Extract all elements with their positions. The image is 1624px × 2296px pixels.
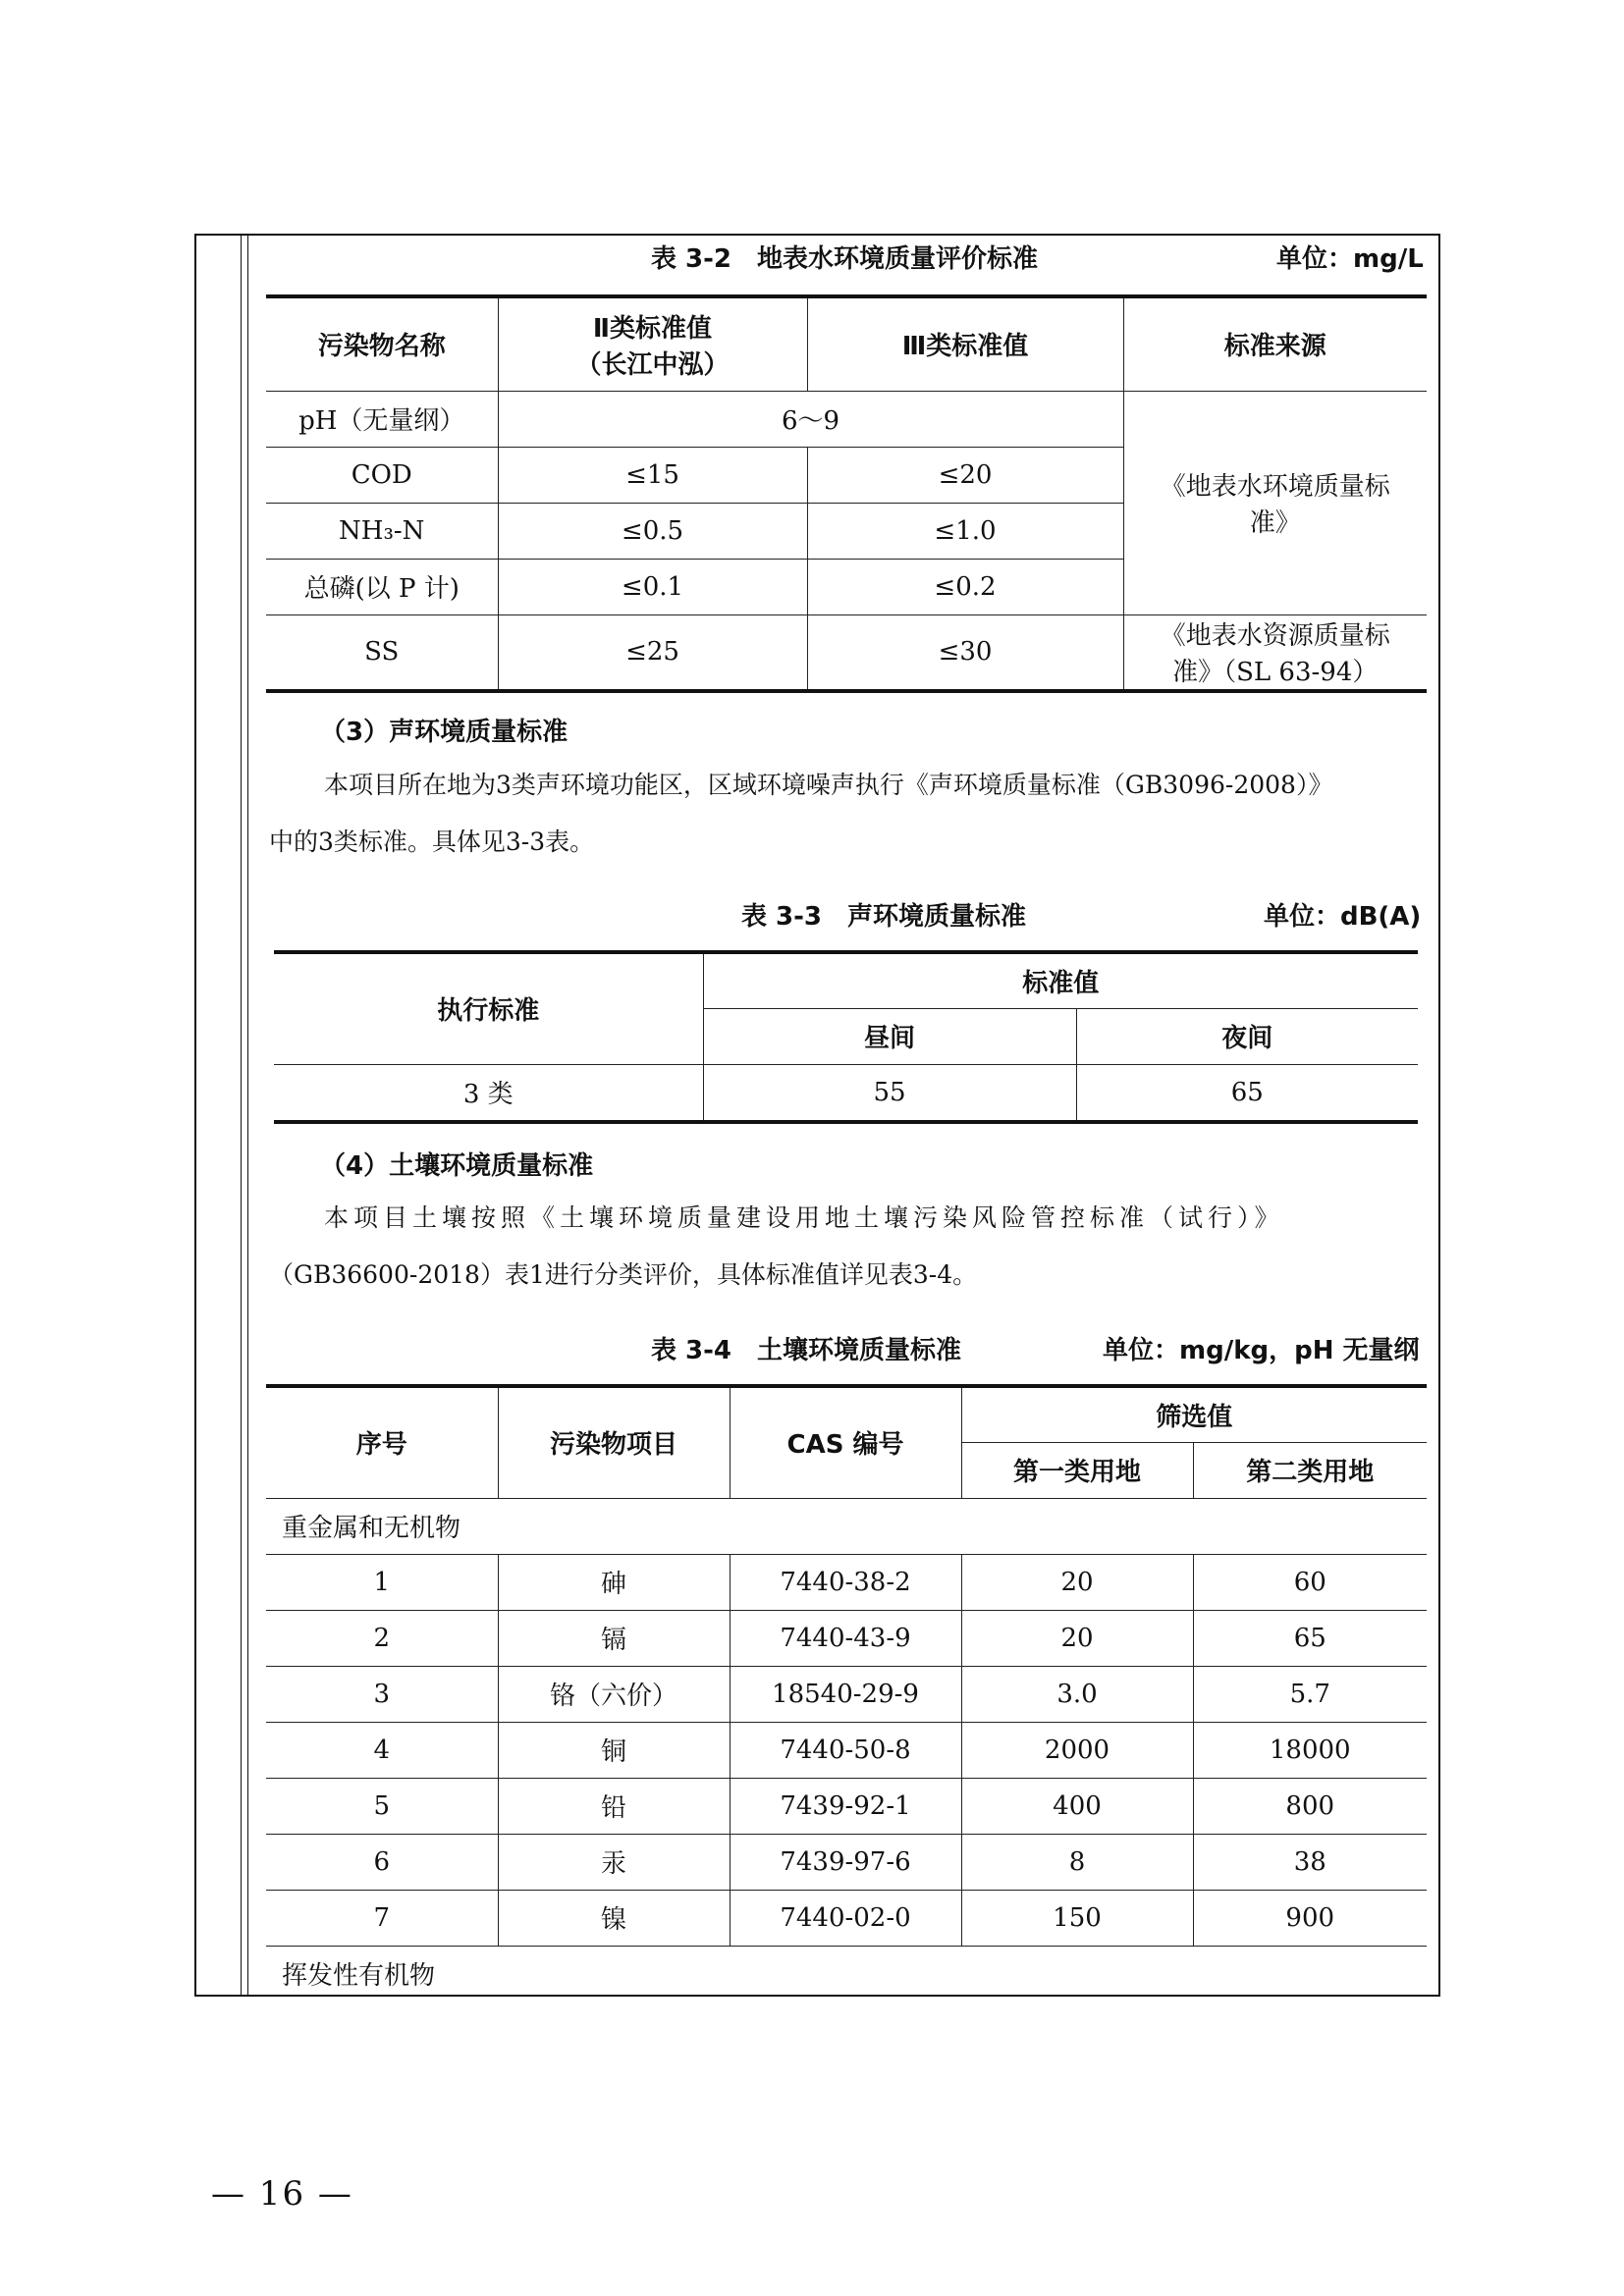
col-header-class3: Ⅲ类标准值 <box>807 296 1123 391</box>
table-row: 总磷(以 P 计) ≤0.1 ≤0.2 <box>266 559 1427 614</box>
table-row: 3 铬（六价） 18540-29-9 3.0 5.7 <box>266 1666 1427 1722</box>
group-row: 重金属和无机物 <box>266 1498 1427 1554</box>
table-3-4-unit: 单位：mg/kg，pH 无量纲 <box>1103 1336 1420 1365</box>
table-row: SS ≤25 ≤30 《地表水资源质量标准》（SL 63-94） <box>266 614 1427 691</box>
paragraph-line: （GB36600-2018）表1进行分类评价，具体标准值详见表3-4。 <box>269 1260 978 1289</box>
page-number: — 16 — <box>211 2174 353 2214</box>
col-header-class2: Ⅱ类标准值 （长江中泓） <box>498 296 807 391</box>
table-row: pH（无量纲） 6～9 《地表水环境质量标准》 <box>266 391 1427 447</box>
col-header-source: 标准来源 <box>1123 296 1427 391</box>
section-heading: （3）声环境质量标准 <box>320 718 568 747</box>
table-row: 5 铅 7439-92-1 400 800 <box>266 1778 1427 1834</box>
col-header-screening: 筛选值 <box>961 1386 1427 1442</box>
table-row: 6 汞 7439-97-6 8 38 <box>266 1834 1427 1890</box>
col-header-second-class: 第二类用地 <box>1193 1442 1427 1498</box>
section-heading: （4）土壤环境质量标准 <box>320 1151 594 1181</box>
table-3-3 <box>274 950 1418 1124</box>
table-row: COD ≤15 ≤20 <box>266 447 1427 503</box>
table-3-2-unit: 单位：mg/L <box>1276 244 1424 274</box>
col-header-standard: 执行标准 <box>274 952 703 1064</box>
table-row: 1 砷 7440-38-2 20 60 <box>266 1554 1427 1610</box>
paragraph-line: 本项目所在地为3类声环境功能区，区域环境噪声执行《声环境质量标准（GB3096-2008）》 <box>324 771 1333 799</box>
paragraph-line: 本项目土壤按照《土壤环境质量建设用地土壤污染风险管控标准（试行）》 <box>324 1203 1284 1232</box>
paragraph-line: 中的3类标准。具体见3-3表。 <box>269 828 595 856</box>
table-row: NH₃-N ≤0.5 ≤1.0 <box>266 503 1427 559</box>
source-cell: 《地表水资源质量标准》（SL 63-94） <box>1123 614 1427 691</box>
table-row: 2 镉 7440-43-9 20 65 <box>266 1610 1427 1666</box>
table-row: 7 镍 7440-02-0 150 900 <box>266 1890 1427 1946</box>
frame-divider <box>241 236 242 1995</box>
table-row: 4 铜 7440-50-8 2000 18000 <box>266 1722 1427 1778</box>
col-header-no: 序号 <box>266 1386 498 1498</box>
col-header-pollutant: 污染物名称 <box>266 296 498 391</box>
table-row: 3 类 55 65 <box>274 1064 1418 1122</box>
table-3-4 <box>266 1384 1427 2002</box>
col-header-cas: CAS 编号 <box>730 1386 961 1498</box>
table-3-2 <box>266 294 1427 693</box>
table-3-2-caption: 表 3-2 地表水环境质量评价标准 <box>651 244 1039 274</box>
group-row: 挥发性有机物 <box>266 1946 1427 2002</box>
col-header-night: 夜间 <box>1076 1008 1418 1064</box>
col-header-first-class: 第一类用地 <box>961 1442 1193 1498</box>
col-header-item: 污染物项目 <box>498 1386 730 1498</box>
table-3-3-caption: 表 3-3 声环境质量标准 <box>741 902 1027 932</box>
table-3-4-caption: 表 3-4 土壤环境质量标准 <box>651 1336 962 1365</box>
col-header-value: 标准值 <box>703 952 1418 1008</box>
col-header-day: 昼间 <box>703 1008 1076 1064</box>
table-3-3-unit: 单位：dB(A) <box>1264 902 1422 932</box>
source-cell: 《地表水环境质量标准》 <box>1123 391 1427 614</box>
frame-divider <box>247 236 248 1995</box>
